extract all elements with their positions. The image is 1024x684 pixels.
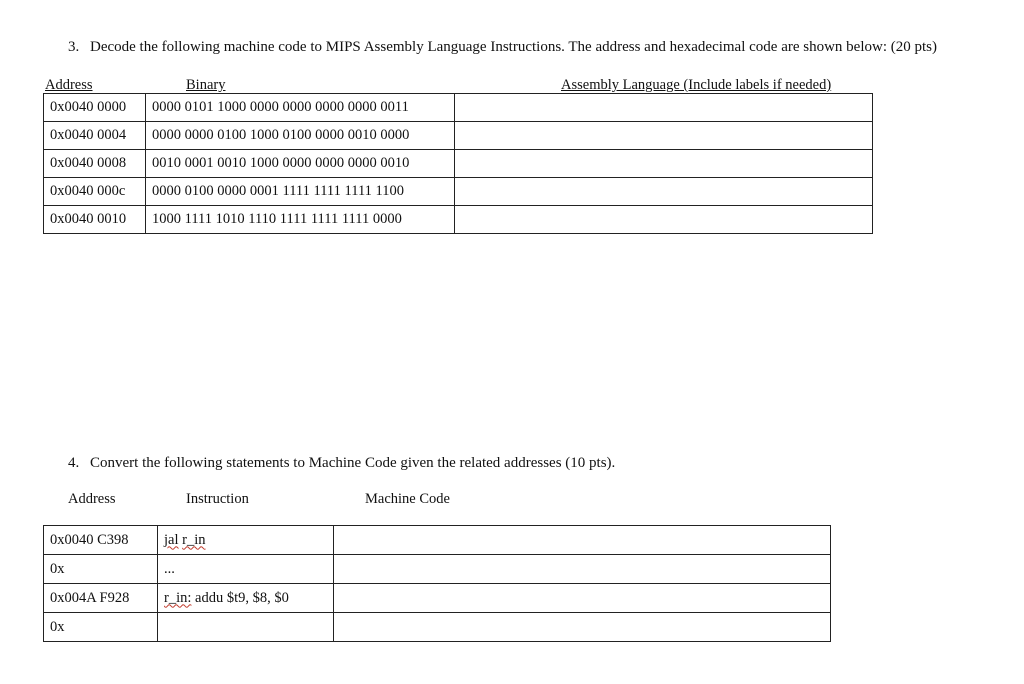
q4-instruction-cell <box>158 526 334 555</box>
table-row <box>44 526 831 555</box>
q4-instruction-label: r_in: <box>164 589 192 606</box>
q4-machine-code-answer-cell[interactable] <box>334 555 831 584</box>
q3-binary-cell: 1000 1111 1010 1110 1111 1111 1111 0000 <box>146 206 455 234</box>
table-row <box>44 150 873 178</box>
table-row <box>44 555 831 584</box>
q3-address-cell: 0x0040 0000 <box>44 94 146 122</box>
table-row <box>44 613 831 642</box>
q4-machine-code-answer-cell[interactable] <box>334 613 831 642</box>
q4-address-cell: 0x004A F928 <box>44 584 158 613</box>
q4-header-address: Address <box>68 491 116 507</box>
q3-address-cell: 0x0040 0004 <box>44 122 146 150</box>
q4-header-machine-code: Machine Code <box>365 491 450 507</box>
q3-header-address: Address <box>45 77 93 93</box>
q3-assembly-answer-cell[interactable] <box>455 150 873 178</box>
q3-assembly-answer-cell[interactable] <box>455 178 873 206</box>
q3-header-binary: Binary <box>186 77 226 93</box>
q3-header-assembly: Assembly Language (Include labels if needed) <box>561 77 832 93</box>
q4-instruction-op: jal <box>164 531 179 548</box>
q4-instruction-cell <box>158 584 334 613</box>
q3-address-cell: 0x0040 0008 <box>44 150 146 178</box>
question-3-number: 3. <box>68 39 80 55</box>
q4-machine-code-answer-cell[interactable] <box>334 584 831 613</box>
q3-binary-cell: 0000 0000 0100 1000 0100 0000 0010 0000 <box>146 122 455 150</box>
q3-binary-cell: 0000 0101 1000 0000 0000 0000 0000 0011 <box>146 94 455 122</box>
question-4-number: 4. <box>68 455 80 471</box>
question-4-text: Convert the following statements to Machine Code given the related addresses (10 pts). <box>90 455 616 471</box>
q4-convert-table <box>43 525 831 642</box>
table-row <box>44 206 873 234</box>
q3-binary-cell: 0010 0001 0010 1000 0000 0000 0000 0010 <box>146 150 455 178</box>
table-row <box>44 122 873 150</box>
q4-instruction-cell <box>158 555 334 584</box>
q3-binary-cell: 0000 0100 0000 0001 1111 1111 1111 1100 <box>146 178 455 206</box>
q4-address-cell: 0x0040 C398 <box>44 526 158 555</box>
q4-instruction-operand: r_in <box>182 531 206 548</box>
q4-machine-code-answer-cell[interactable] <box>334 526 831 555</box>
q4-instruction-cell <box>158 613 334 642</box>
q3-decode-table <box>43 93 873 234</box>
table-row <box>44 584 831 613</box>
q4-address-cell: 0x <box>44 613 158 642</box>
q3-assembly-answer-cell[interactable] <box>455 206 873 234</box>
table-row <box>44 178 873 206</box>
q4-header-instruction: Instruction <box>186 491 249 507</box>
q4-instruction-op: ... <box>164 560 175 577</box>
question-4-title <box>68 455 615 472</box>
table-row <box>44 94 873 122</box>
q3-address-cell: 0x0040 0010 <box>44 206 146 234</box>
question-3-text: Decode the following machine code to MIPS Assembly Language Instructions. The address and hexadecimal code are shown below: (20 pts) <box>90 39 938 55</box>
q3-assembly-answer-cell[interactable] <box>455 122 873 150</box>
q3-address-cell: 0x0040 000c <box>44 178 146 206</box>
q4-address-cell: 0x <box>44 555 158 584</box>
q4-instruction-operand: addu $t9, $8, $0 <box>195 589 289 606</box>
question-3-title <box>68 39 937 56</box>
q3-assembly-answer-cell[interactable] <box>455 94 873 122</box>
